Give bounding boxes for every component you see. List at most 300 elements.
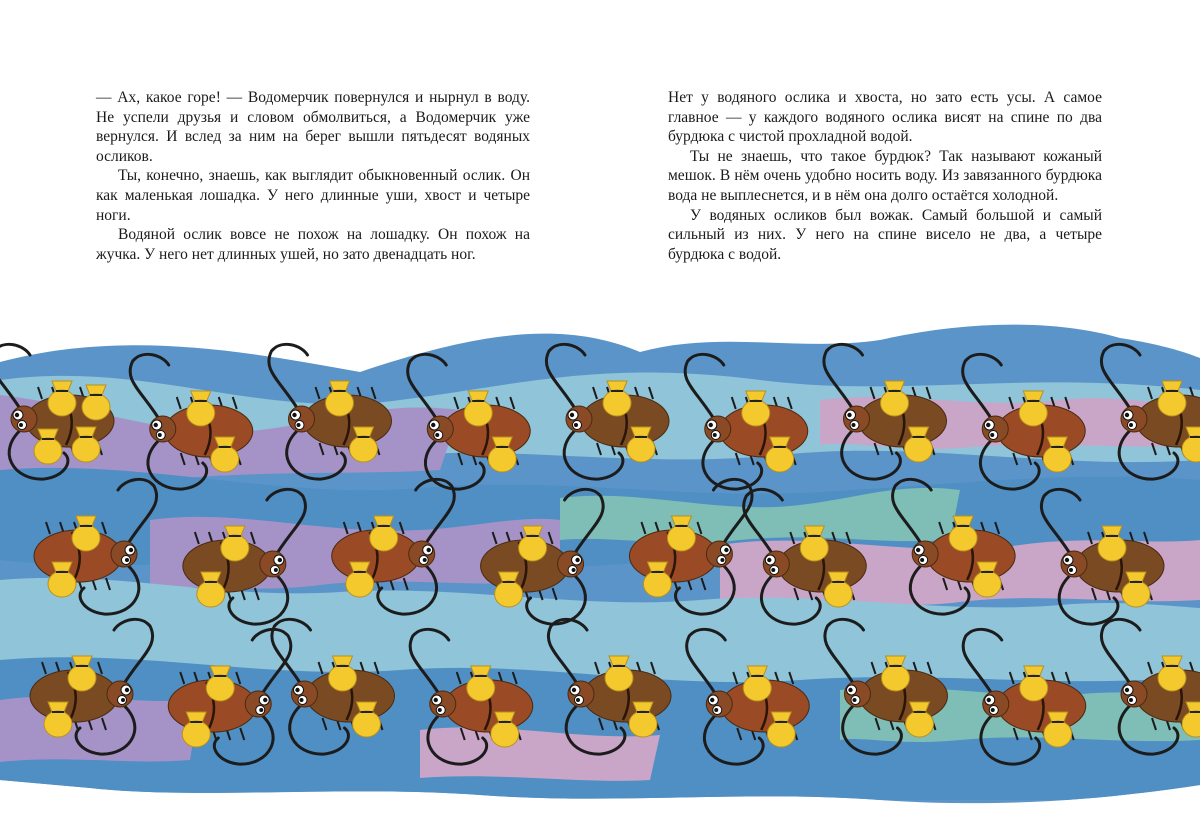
antenna [824,344,863,415]
antenna [410,629,449,700]
sack-neck [804,526,824,536]
antenna [546,344,585,415]
wave [420,727,660,780]
eye [121,685,131,695]
eye [298,696,307,705]
water-sack [667,516,695,551]
leg [344,522,348,534]
wave [820,397,1200,449]
pupil [274,568,278,572]
leg [1180,718,1184,730]
pupil [435,433,439,437]
pupil [847,413,851,417]
bug-head [983,691,1009,717]
antenna [963,354,1002,425]
pupil [576,698,580,702]
leg [818,532,822,544]
antenna [1119,702,1178,754]
leg [1102,532,1106,544]
sack-neck [828,572,848,582]
bug-head [289,406,315,432]
eye [125,545,135,555]
sack-bag [68,665,96,691]
leg [1009,397,1013,409]
pupil [920,558,924,562]
leg [1092,588,1096,600]
sack-bag [1019,400,1047,426]
water-sack [350,427,378,462]
sack-bag [495,581,523,607]
sack-neck [471,666,491,676]
body-stripe [64,397,72,445]
water-donkey-bug [481,489,604,624]
leg [904,718,908,730]
sack-neck [886,656,906,666]
sack-neck [909,427,929,437]
eye [711,431,720,440]
sack-neck [186,712,206,722]
antenna [1101,344,1140,415]
water-sack [329,656,357,691]
leg [687,578,691,590]
water-sack [221,526,249,561]
body-stripe [758,407,766,455]
antenna [548,619,587,690]
eye [568,566,577,575]
sack-bag [206,675,234,701]
wave [0,696,200,762]
bug-head [111,541,137,567]
leg [510,397,514,409]
sack-bag [329,665,357,691]
leg [778,453,782,465]
leg [1134,588,1138,600]
leg [98,662,102,674]
leg [1041,453,1045,465]
pupil [15,413,19,417]
water-donkey-bug [272,619,395,754]
leg [697,522,701,534]
sack-bag [44,711,72,737]
pupil [720,558,724,562]
leg [525,588,529,600]
antenna [428,712,487,764]
water-donkey-bug [1101,619,1200,754]
sack-bag [905,436,933,462]
bug-body [168,680,256,732]
sack-bag [197,581,225,607]
eye [152,420,162,430]
sack-neck [374,516,394,526]
leg [454,397,458,409]
pupil [158,433,162,437]
bug-body [778,540,866,592]
sack-neck [499,572,519,582]
leg [38,387,42,399]
leg [485,672,489,684]
leg [348,578,352,590]
pupil [714,708,718,712]
pupil [709,423,713,427]
leg [846,532,850,544]
leg [320,443,324,455]
bug-body [183,540,271,592]
body-stripe [965,532,973,580]
antenna [269,344,308,415]
leg [939,522,943,534]
leg [482,397,486,409]
leg [191,397,195,409]
leg [822,588,826,600]
leg [760,397,764,409]
leg [42,662,46,674]
leg [653,443,657,455]
leg [50,578,54,590]
leg [649,387,653,399]
antenna [378,562,437,614]
leg [927,387,931,399]
left-page-text [96,88,530,264]
antenna [416,479,455,550]
sack-neck [333,656,353,666]
leg [623,662,627,674]
leg [458,453,462,465]
sack-neck [72,656,92,666]
leg [330,387,334,399]
leg [957,578,961,590]
leg [471,672,475,684]
pupil [1129,423,1133,427]
sack-neck [770,437,790,447]
bug-head [706,691,732,717]
water-donkey-bug [1101,344,1200,479]
leg [1148,588,1152,600]
sack-neck [1162,381,1182,391]
leg [102,522,106,534]
antenna [981,712,1040,764]
eye [1063,555,1073,565]
leg [1065,397,1069,409]
leg [637,662,641,674]
water-sack [1158,656,1186,691]
eye [429,420,439,430]
sack-bag [48,390,76,416]
water-sack [742,391,770,426]
leg [900,662,904,674]
sack-neck [48,702,68,712]
water-sack [370,516,398,551]
sack-bag [824,581,852,607]
leg [701,578,705,590]
leg [655,522,659,534]
water-sack [82,385,110,420]
leg [1014,728,1018,740]
water-sack [743,666,771,701]
leg [500,453,504,465]
pupil [853,698,857,702]
leg [981,522,985,534]
leg [503,728,507,740]
bug-body [34,530,122,582]
leg [84,662,88,674]
leg [539,588,543,600]
leg [764,453,768,465]
eye [270,566,279,575]
antenna [744,489,783,560]
water-sack [1044,712,1072,747]
leg [967,522,971,534]
sack-neck [631,427,651,437]
leg [733,672,737,684]
eye [765,555,775,565]
leg [889,443,893,455]
leg [1027,453,1031,465]
sack-neck [747,666,767,676]
leg [774,397,778,409]
bug-body [304,395,392,447]
leg [1042,728,1046,740]
leg [106,578,110,590]
antenna [980,437,1039,489]
water-sack [766,437,794,472]
leg [42,443,46,455]
eye [436,706,445,715]
water-donkey-bug [0,344,114,479]
water-donkey-bug [687,629,810,764]
leg [400,522,404,534]
leg [323,718,327,730]
sack-bag [627,436,655,462]
water-donkey-bug [825,619,948,754]
leg [641,522,645,534]
right-page-text [668,88,1102,264]
leg [194,672,198,684]
leg [971,578,975,590]
leg [804,532,808,544]
leg [1162,662,1166,674]
leg [52,387,56,399]
pupil [1069,568,1073,572]
sack-bag [973,571,1001,597]
sack-neck [52,562,72,572]
leg [788,397,792,409]
leg [240,728,244,740]
leg [903,443,907,455]
eye [259,695,269,705]
bug-body [442,405,530,457]
pupil [572,568,576,572]
wave [720,540,1200,605]
body-stripe [221,542,229,590]
pupil [121,698,125,702]
sack-neck [746,391,766,401]
leg [1152,718,1156,730]
leg [227,588,231,600]
sack-bag [34,438,62,464]
bug-body [998,680,1086,732]
bug-head [844,406,870,432]
body-stripe [203,407,211,455]
leg [457,672,461,684]
sack-neck [671,516,691,526]
pupil [916,548,920,552]
wave [0,395,460,481]
bug-head [566,406,592,432]
bug-body [165,405,253,457]
leg [914,662,918,674]
water-sack [1043,437,1071,472]
pupil [263,698,267,702]
leg [808,588,812,600]
leg [102,718,106,730]
pupil [574,423,578,427]
leg [365,718,369,730]
water-sack [206,666,234,701]
leg [931,443,935,455]
leg [651,662,655,674]
eye [291,410,301,420]
bug-body [445,680,533,732]
antenna [704,712,763,764]
leg [1120,588,1124,600]
pupil [300,698,304,702]
eye [847,685,857,695]
leg [659,578,663,590]
sack-bag [1122,581,1150,607]
leg [205,397,209,409]
leg [655,718,659,730]
leg [74,522,78,534]
water-sack [1019,391,1047,426]
water-donkey-bug [824,344,947,479]
wave [0,657,1200,800]
water-donkey-bug [410,629,533,764]
water-sack [44,702,72,737]
leg [746,397,750,409]
water-sack [467,666,495,701]
leg [1038,672,1042,684]
leg [932,718,936,730]
body-stripe [759,682,767,730]
leg [595,662,599,674]
leg [789,672,793,684]
eye [1128,421,1137,430]
sack-neck [771,712,791,722]
leg [1066,672,1070,684]
leg [775,672,779,684]
leg [1055,453,1059,465]
leg [1144,532,1148,544]
leg [375,662,379,674]
pupil [292,413,296,417]
sack-bag [353,711,381,737]
leg [1130,532,1134,544]
water-sack [519,526,547,561]
antenna [272,619,311,690]
antenna [1101,619,1140,690]
sack-bag [48,571,76,597]
leg [521,532,525,544]
water-donkey-bug [546,344,669,479]
sack-bag [221,535,249,561]
paragraph: — Ах, какое горе! — Водомерчик повернулся и нырнул в воду. Не успели друзья и словом обмолвиться, а Водомерчик уже вернулся. И вслед за ним на берег вышли пятьдесят водяных осликов. [96,89,530,165]
leg [886,662,890,674]
eye [572,555,582,565]
pupil [986,423,990,427]
eye [851,696,860,705]
wave [0,373,1200,468]
water-donkey-bug [685,354,808,489]
pupil [990,433,994,437]
antenna [0,344,30,415]
leg [351,718,355,730]
leg [347,662,351,674]
leg [599,718,603,730]
antenna [287,427,346,479]
eye [770,566,779,575]
antenna [685,354,724,425]
sack-bag [603,390,631,416]
leg [1069,453,1073,465]
bug-head [292,681,318,707]
water-donkey-bug [548,619,671,754]
leg [765,728,769,740]
leg [645,578,649,590]
paragraph: Водяной ослик вовсе не похож на лошадку. Он похож на жучка. У него нет длинных ушей, но зато двенадцать ног. [96,226,530,263]
leg [472,453,476,465]
bug-head [558,551,584,577]
leg [747,672,751,684]
eye [295,421,304,430]
sack-neck [647,562,667,572]
antenna [564,427,623,479]
sack-neck [38,429,58,439]
pupil [724,548,728,552]
eye [1068,566,1077,575]
antenna [843,702,902,754]
leg [1176,662,1180,674]
eye [573,421,582,430]
water-sack [34,429,62,464]
leg [850,588,854,600]
water-donkey-bug [183,489,306,624]
leg [793,728,797,740]
body-stripe [480,407,488,455]
sack-neck [633,702,653,712]
leg [80,387,84,399]
leg [953,522,957,534]
sack-bag [72,436,100,462]
bug-head [245,691,271,717]
leg [212,728,216,740]
eye [717,556,726,565]
water-sack [187,391,215,426]
leg [358,387,362,399]
sack-neck [1162,656,1182,666]
sack-bag [82,394,110,420]
leg [607,387,611,399]
leg [497,588,501,600]
leg [195,532,199,544]
leg [209,532,213,544]
sack-neck [350,562,370,572]
leg [639,443,643,455]
leg [790,532,794,544]
leg [999,578,1003,590]
leg [98,443,102,455]
leg [493,532,497,544]
bug-body [1076,540,1164,592]
